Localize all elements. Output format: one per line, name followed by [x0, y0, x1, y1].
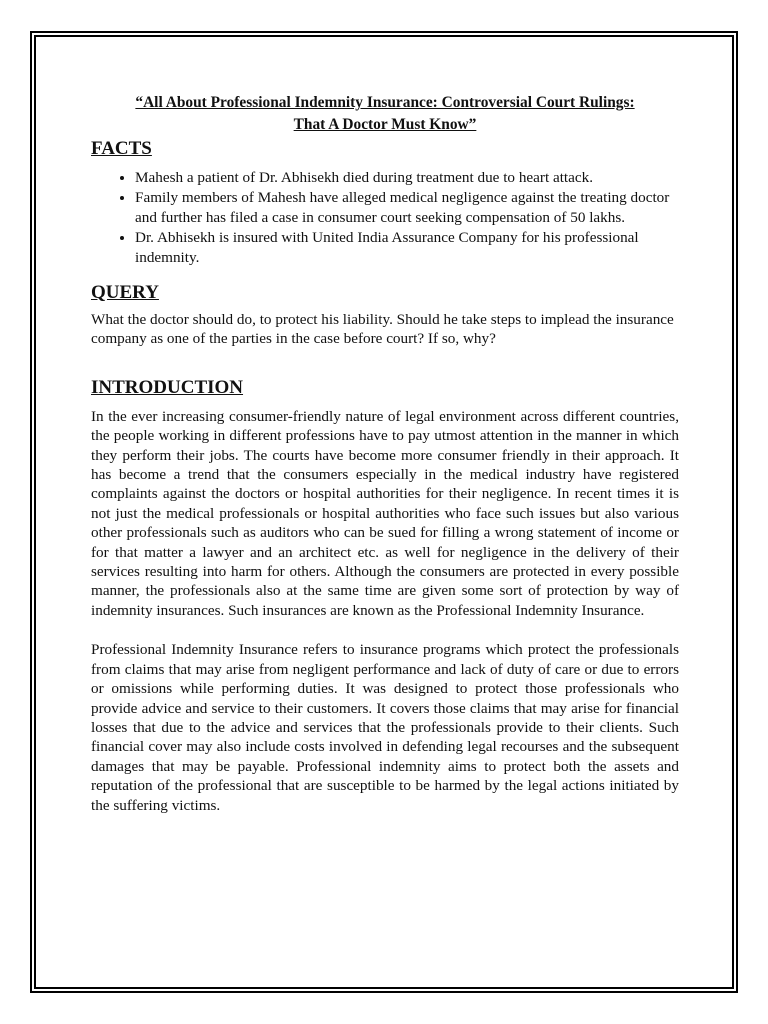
query-text: What the doctor should do, to protect his liability. Should he take steps to implead the insurance company as one of the parties in the case before court? If so, why?: [91, 311, 674, 348]
query-section: [91, 282, 679, 349]
facts-heading: FACTS: [91, 138, 152, 159]
query-heading: QUERY: [91, 282, 159, 303]
document-title-line-1: “All About Professional Indemnity Insurance: Controversial Court Rulings:: [135, 94, 635, 111]
document-title: [91, 92, 679, 136]
introduction-section: [91, 377, 679, 815]
introduction-heading: INTRODUCTION: [91, 376, 244, 398]
facts-list-item: • Mahesh a patient of Dr. Abhisekh died during treatment due to heart attack.: [135, 168, 679, 188]
introduction-paragraph: Professional Indemnity Insurance refers to insurance programs which protect the professionals from claims that may arise from negligent performance and lack of duty of care or due to errors or omissions while performing duties. It was designed to protect those professionals who provide advice and service to their customers. It covers those claims that may arise for financial losses that due to the advice and services that the professionals provide to their clients. Such financial cover may also include costs involved in defending legal recourses and the subsequent damages that may be payable. Professional indemnity aims to protect both the assets and reputation of the professional that are susceptible to be harmed by the legal actions initiated by the suffering victims.: [91, 641, 679, 814]
introduction-paragraph: In the ever increasing consumer-friendly nature of legal environment across different countries, the people working in different professions have to pay utmost attention in the manner in which they perform their jobs. The courts have become more consumer friendly in their approach. It has become a trend that the consumers especially in the medical industry have registered complaints against the doctors or hospital authorities for their negligence. In recent times it is not just the medical professionals or hospital authorities who face such issues but also various other professionals such as auditors who can be sued for filling a wrong statement of income or for that matter a lawyer and an architect etc. as well for negligence in the delivery of their services resulting into harm for others. Although the consumers are protected in every possible manner, the professionals also at the same time are given some sort of protection by way of indemnity insurances. Such insurances are known as the Professional Indemnity Insurance.: [91, 407, 679, 619]
facts-list-item: • Dr. Abhisekh is insured with United India Assurance Company for his professional indemnity.: [135, 228, 679, 268]
document-title-line-2: That A Doctor Must Know”: [293, 116, 477, 133]
facts-list: [91, 168, 679, 268]
document-body: [91, 92, 679, 815]
facts-section: [91, 138, 679, 268]
facts-list-item: • Family members of Mahesh have alleged medical negligence against the treating doctor and further has filed a case in consumer court seeking compensation of 50 lakhs.: [135, 188, 679, 228]
